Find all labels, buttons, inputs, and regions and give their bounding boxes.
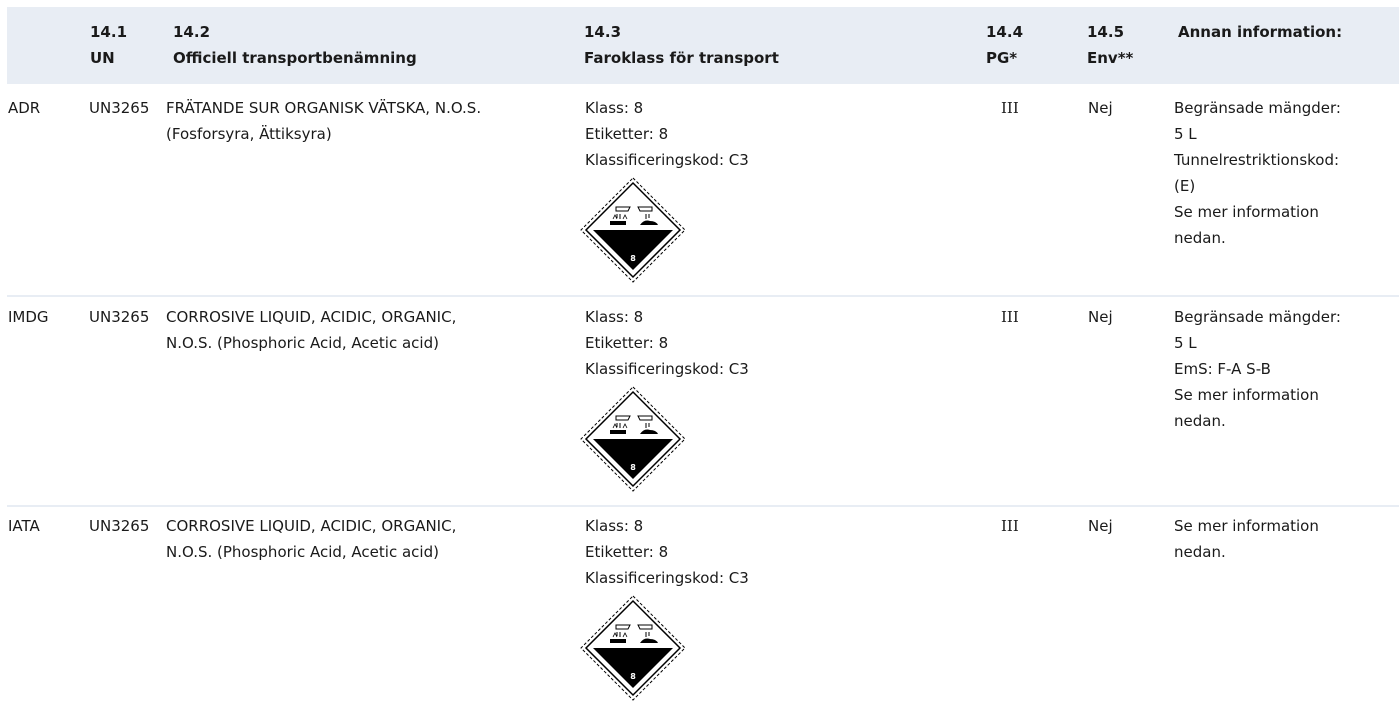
corrosive-hazard-icon xyxy=(580,595,686,701)
header-other-info-label: Annan information: xyxy=(1178,23,1343,41)
other-info xyxy=(1174,304,1341,434)
header-environment-label: Env** xyxy=(1087,49,1134,67)
environment-hazard: Nej xyxy=(1088,308,1113,326)
hazard-label xyxy=(580,177,686,283)
other-info-line: Begränsade mängder: xyxy=(1174,308,1341,326)
other-info-line: nedan. xyxy=(1174,229,1226,247)
other-info-line: 5 L xyxy=(1174,334,1197,352)
row-separator xyxy=(7,505,1399,507)
shipping-name xyxy=(166,95,481,147)
other-info-line: nedan. xyxy=(1174,412,1226,430)
header-un-number: 14.1 xyxy=(90,23,128,41)
hazard-class-number: 8 xyxy=(630,254,636,263)
header-packing-group-label: PG* xyxy=(986,49,1018,67)
transport-mode: IATA xyxy=(8,517,40,535)
hazard-kod: Klassificeringskod: C3 xyxy=(585,569,749,587)
shipping-name-line: N.O.S. (Phosphoric Acid, Acetic acid) xyxy=(166,334,439,352)
other-info-line: Begränsade mängder: xyxy=(1174,99,1341,117)
other-info-line: Se mer information xyxy=(1174,517,1319,535)
un-number: UN3265 xyxy=(89,308,150,326)
other-info-line: EmS: F-A S-B xyxy=(1174,360,1271,378)
header-other-info xyxy=(1178,19,1342,45)
un-number: UN3265 xyxy=(89,99,150,117)
hazard-class xyxy=(585,304,749,382)
header-shipping-name xyxy=(173,19,417,71)
hazard-klass: Klass: 8 xyxy=(585,99,644,117)
hazard-etiketter: Etiketter: 8 xyxy=(585,334,669,352)
transport-mode: ADR xyxy=(8,99,41,117)
shipping-name-line: CORROSIVE LIQUID, ACIDIC, ORGANIC, xyxy=(166,517,457,535)
other-info-line: Se mer information xyxy=(1174,203,1319,221)
packing-group: III xyxy=(1001,99,1019,117)
table-row xyxy=(0,95,1399,295)
shipping-name-line: CORROSIVE LIQUID, ACIDIC, ORGANIC, xyxy=(166,308,457,326)
hazard-klass: Klass: 8 xyxy=(585,308,644,326)
header-un-label: UN xyxy=(90,49,115,67)
packing-group: III xyxy=(1001,308,1019,326)
header-packing-group-number: 14.4 xyxy=(986,23,1024,41)
header-environment-number: 14.5 xyxy=(1087,23,1125,41)
hazard-label xyxy=(580,595,686,701)
packing-group: III xyxy=(1001,517,1019,535)
header-shipping-name-label: Officiell transportbenämning xyxy=(173,49,417,67)
hazard-label xyxy=(580,386,686,492)
header-environment xyxy=(1087,19,1133,71)
other-info-line: Se mer information xyxy=(1174,386,1319,404)
header-packing-group xyxy=(986,19,1023,71)
hazard-kod: Klassificeringskod: C3 xyxy=(585,360,749,378)
corrosive-hazard-icon xyxy=(580,177,686,283)
shipping-name-line: FRÄTANDE SUR ORGANISK VÄTSKA, N.O.S. xyxy=(166,99,482,117)
shipping-name-line: (Fosforsyra, Ättiksyra) xyxy=(166,125,332,143)
other-info-line: 5 L xyxy=(1174,125,1197,143)
shipping-name xyxy=(166,513,456,565)
hazard-class xyxy=(585,95,749,173)
other-info-line: nedan. xyxy=(1174,543,1226,561)
header-un xyxy=(90,19,127,71)
hazard-class-number: 8 xyxy=(630,463,636,472)
shipping-name xyxy=(166,304,456,356)
hazard-kod: Klassificeringskod: C3 xyxy=(585,151,749,169)
transport-mode: IMDG xyxy=(8,308,49,326)
corrosive-hazard-icon xyxy=(580,386,686,492)
header-shipping-name-number: 14.2 xyxy=(173,23,211,41)
other-info xyxy=(1174,513,1319,565)
shipping-name-line: N.O.S. (Phosphoric Acid, Acetic acid) xyxy=(166,543,439,561)
hazard-klass: Klass: 8 xyxy=(585,517,644,535)
other-info-line: (E) xyxy=(1174,177,1196,195)
row-separator xyxy=(7,295,1399,297)
table-row xyxy=(0,513,1399,713)
other-info xyxy=(1174,95,1341,251)
hazard-class xyxy=(585,513,749,591)
header-hazard-class-label: Faroklass för transport xyxy=(584,49,779,67)
un-number: UN3265 xyxy=(89,517,150,535)
header-hazard-class-number: 14.3 xyxy=(584,23,622,41)
environment-hazard: Nej xyxy=(1088,99,1113,117)
hazard-class-number: 8 xyxy=(630,672,636,681)
hazard-etiketter: Etiketter: 8 xyxy=(585,543,669,561)
other-info-line: Tunnelrestriktionskod: xyxy=(1174,151,1340,169)
header-hazard-class xyxy=(584,19,779,71)
table-row xyxy=(0,304,1399,504)
table-header xyxy=(7,7,1399,84)
hazard-etiketter: Etiketter: 8 xyxy=(585,125,669,143)
environment-hazard: Nej xyxy=(1088,517,1113,535)
